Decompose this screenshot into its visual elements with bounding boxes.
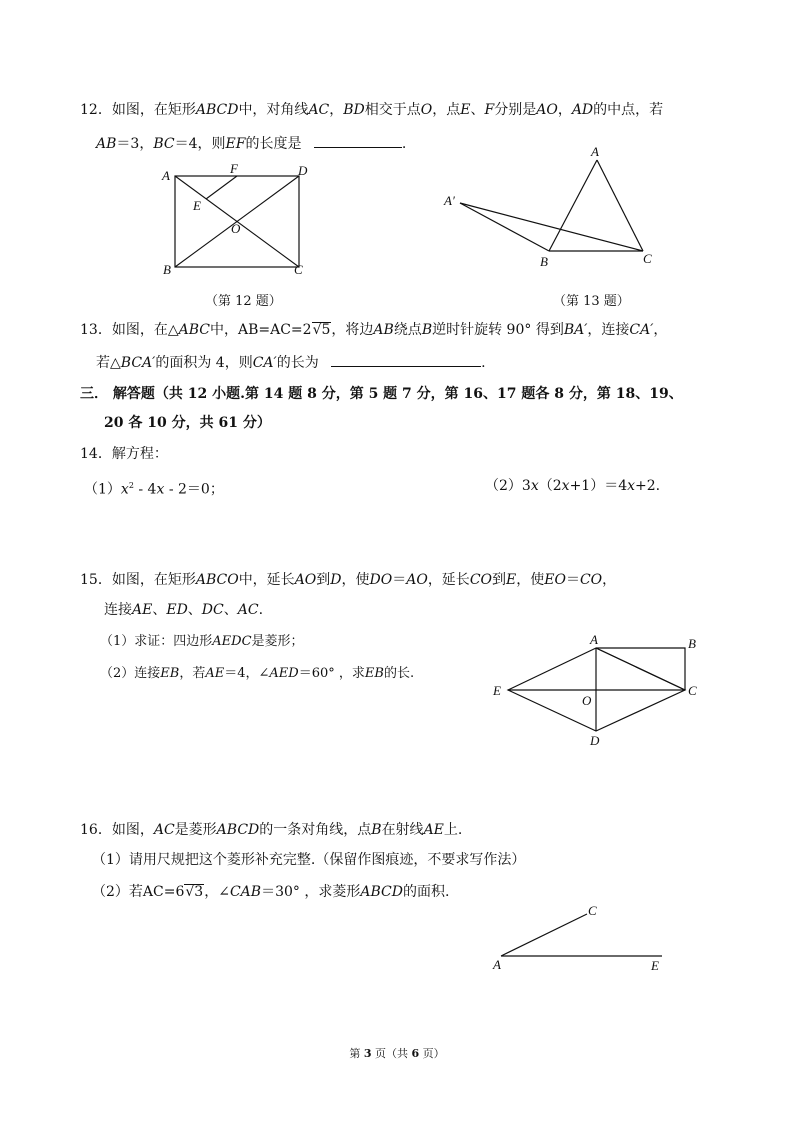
- text: 16．如图，: [80, 822, 154, 838]
- text: ABC: [178, 322, 210, 338]
- text: AE: [205, 666, 225, 681]
- text: 逆时针旋转 90° 得到: [432, 322, 564, 338]
- text: 、: [470, 102, 485, 118]
- text: EB: [364, 666, 384, 681]
- text: DC: [201, 602, 224, 618]
- text: 分别是: [494, 102, 537, 118]
- text: 若△: [96, 355, 121, 371]
- text: 的长.: [383, 666, 415, 681]
- figure-12-caption: （第 12 题）: [205, 294, 282, 309]
- text: ，∠: [204, 884, 230, 900]
- text: 在射线: [381, 822, 424, 838]
- text: CO: [579, 572, 603, 588]
- text: DO: [369, 572, 393, 588]
- text: 的面积.: [402, 884, 450, 900]
- text: CAB: [229, 884, 262, 900]
- label-e: E: [193, 198, 201, 213]
- page-footer: [0, 1045, 794, 1061]
- text: AED: [269, 666, 299, 681]
- text: ，使: [516, 572, 545, 588]
- text: ，延长: [427, 572, 470, 588]
- section-3-heading-line2: 20 各 10 分，共 61 分）: [104, 415, 271, 431]
- segment-ac: [501, 914, 587, 956]
- text: AEDC: [212, 634, 252, 649]
- text: 页）: [419, 1047, 445, 1060]
- page-number: 3: [363, 1047, 372, 1060]
- text: 相交于点: [364, 102, 421, 118]
- text: 、: [152, 602, 167, 618]
- text: ＝: [392, 572, 407, 588]
- text: 15．如图，在矩形: [80, 572, 196, 588]
- label-a: A: [493, 957, 501, 972]
- label-d: D: [298, 163, 308, 178]
- text: 到: [492, 572, 507, 588]
- text: 的一条对角线，点: [259, 822, 372, 838]
- text: EF: [225, 136, 246, 152]
- text: ，: [602, 572, 617, 588]
- text: +1）＝4: [569, 478, 628, 494]
- text: AE: [423, 822, 444, 838]
- text: EB: [160, 666, 180, 681]
- section-3-heading-line1: 三． 解答题（共 12 小题.第 14 题 8 分，第 5 题 7 分，第 16、17 题各 8 分，第 18、19、: [80, 386, 683, 402]
- text: ABCD: [360, 884, 403, 900]
- text: AC: [237, 602, 259, 618]
- text: AO: [406, 572, 428, 588]
- text: +2.: [635, 478, 661, 494]
- text: 13．如图，在△: [80, 322, 179, 338]
- text: 绕点: [393, 322, 422, 338]
- text: .: [481, 355, 486, 371]
- text: ，若: [179, 666, 206, 681]
- text: ＝30° ，求菱形: [261, 884, 361, 900]
- figure-13-caption: （第 13 题）: [553, 294, 630, 309]
- text: ＝60° ，求: [298, 666, 365, 681]
- text: AB: [96, 136, 117, 152]
- label-c: C: [643, 251, 652, 266]
- text: E: [460, 102, 471, 118]
- text: B: [371, 822, 382, 838]
- text: 中，延长: [238, 572, 295, 588]
- text: ，使: [341, 572, 370, 588]
- text: x: [120, 481, 129, 498]
- text: ＝: [565, 572, 580, 588]
- text: 是菱形: [174, 822, 217, 838]
- q16-part1: （1）请用尺规把这个菱形补充完整.（保留作图痕迹，不要求写作法）: [92, 852, 526, 868]
- text: .: [401, 136, 407, 152]
- text: ，点: [432, 102, 461, 118]
- text: 中，对角线: [238, 102, 309, 118]
- sqrt-symbol: √5: [312, 322, 331, 338]
- text: 连接: [104, 602, 132, 618]
- text: 第: [349, 1047, 364, 1060]
- text: AD: [571, 102, 594, 118]
- text: x: [530, 478, 539, 494]
- text: BD: [343, 102, 365, 118]
- text: 是菱形；: [251, 634, 304, 649]
- text: BA′: [563, 322, 588, 338]
- text: ，连接: [587, 322, 630, 338]
- label-a: A: [162, 168, 170, 183]
- text: ABCO: [195, 572, 239, 588]
- text: x: [627, 478, 636, 494]
- text: AO: [294, 572, 317, 588]
- label-e: E: [493, 683, 501, 698]
- label-c: C: [588, 903, 597, 918]
- text: 3: [194, 884, 204, 900]
- label-c: C: [688, 683, 697, 698]
- label-b: B: [163, 262, 171, 277]
- text: 、: [187, 602, 202, 618]
- text: ABCD: [195, 102, 239, 118]
- text: CA′: [252, 355, 277, 371]
- text: 、: [223, 602, 238, 618]
- text: （2）3: [485, 478, 531, 494]
- text: x: [561, 478, 570, 494]
- text: （2: [538, 478, 562, 494]
- text: EO: [544, 572, 566, 588]
- text: 5: [321, 322, 331, 338]
- text: （2）连接: [100, 666, 161, 681]
- text: ，将边: [331, 322, 374, 338]
- text: 的中点，若: [593, 102, 664, 118]
- label-a-prime: A′: [444, 193, 455, 208]
- label-c: C: [294, 262, 303, 277]
- text: ＝4，∠: [224, 666, 270, 681]
- page-total: 6: [411, 1047, 420, 1060]
- text: AC: [153, 822, 175, 838]
- text: ，: [557, 102, 572, 118]
- text: （1）求证：四边形: [100, 634, 213, 649]
- text: （1）: [84, 481, 121, 498]
- sqrt-symbol: √3: [185, 884, 204, 900]
- text: ABCD: [216, 822, 260, 838]
- text: BCA′: [120, 355, 156, 371]
- text: 中，AB=AC=2: [209, 322, 312, 338]
- label-d: D: [590, 733, 600, 748]
- text: F: [484, 102, 495, 118]
- text: B: [421, 322, 433, 338]
- text: ＝3，: [116, 136, 154, 152]
- text: 12．如图，在矩形: [80, 102, 196, 118]
- text: BC: [153, 136, 175, 152]
- text: E: [506, 572, 517, 588]
- text: （2）若AC=6: [92, 884, 185, 900]
- text: 2: [128, 481, 134, 490]
- text: AB: [373, 322, 394, 338]
- text: D: [330, 572, 342, 588]
- text: 的面积为 4，则: [155, 355, 253, 371]
- label-b: B: [540, 254, 548, 269]
- text: - 2＝0；: [164, 481, 224, 498]
- q14-title: 14．解方程：: [80, 446, 168, 462]
- label-o: O: [582, 693, 592, 708]
- text: O: [420, 102, 433, 118]
- text: AO: [536, 102, 558, 118]
- label-b: B: [688, 636, 696, 651]
- text: .: [258, 602, 264, 618]
- label-o: O: [231, 221, 241, 236]
- text: AE: [132, 602, 153, 618]
- text: ED: [166, 602, 188, 618]
- text: 的长度是: [245, 136, 302, 152]
- label-a: A: [590, 632, 598, 647]
- text: x: [156, 481, 165, 498]
- text: 到: [316, 572, 331, 588]
- text: - 4: [133, 481, 157, 498]
- text: ，: [653, 322, 668, 338]
- label-f: F: [230, 161, 238, 176]
- text: ，: [329, 102, 344, 118]
- text: CO: [469, 572, 493, 588]
- text: 的长为: [276, 355, 319, 371]
- label-a: A: [591, 144, 599, 159]
- text: 页（共: [371, 1047, 412, 1060]
- text: ＝4，则: [174, 136, 226, 152]
- text: CA′: [629, 322, 654, 338]
- text: AC: [308, 102, 330, 118]
- text: 上.: [443, 822, 463, 838]
- label-e: E: [651, 958, 659, 973]
